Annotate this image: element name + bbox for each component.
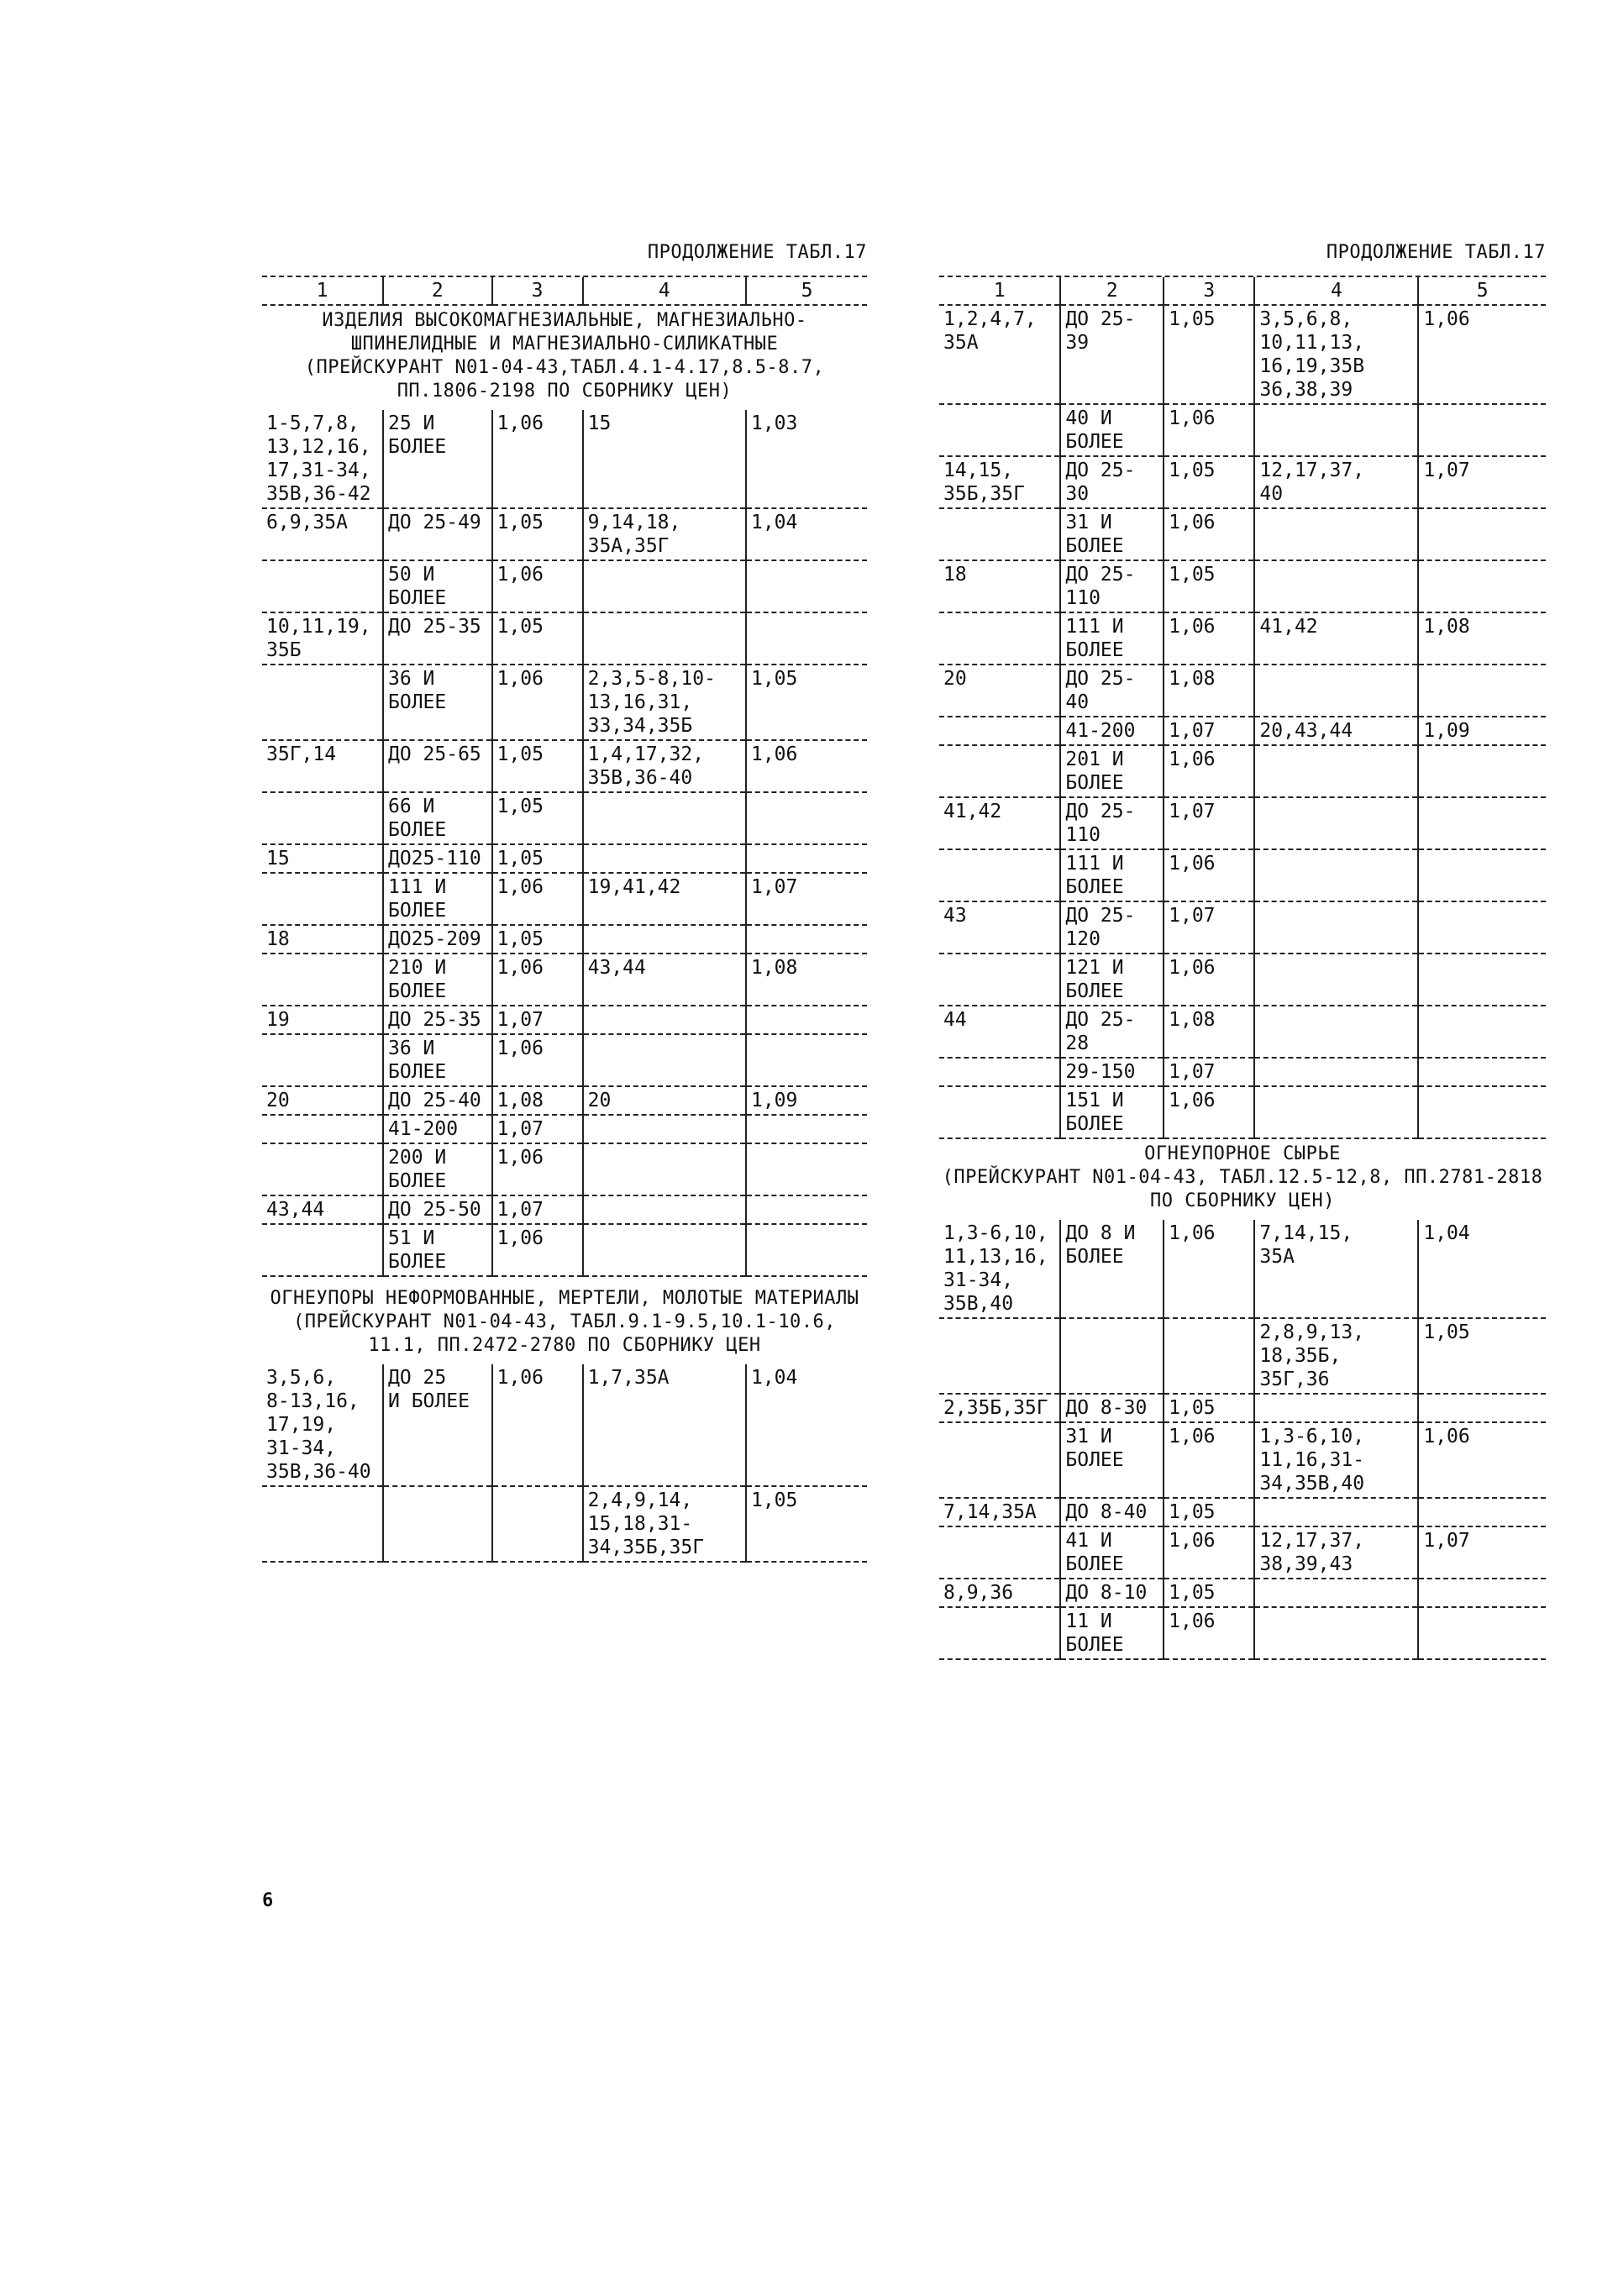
section-title: ОГНЕУПОРЫ НЕФОРМОВАННЫЕ, МЕРТЕЛИ, МОЛОТЫЕ МАТЕРИАЛЫ bbox=[270, 1288, 859, 1309]
table-cell-col-3: 1,08 bbox=[492, 1086, 583, 1115]
table-cell-col-1 bbox=[262, 792, 383, 844]
table-cell-col-4 bbox=[1254, 1498, 1418, 1526]
table-cell-col-3: 1,05 bbox=[1164, 1498, 1254, 1526]
table-row bbox=[939, 404, 1546, 456]
table-row bbox=[939, 560, 1546, 612]
table-cell-col-4 bbox=[1254, 404, 1418, 456]
table-cell-col-5 bbox=[746, 1195, 867, 1224]
table-row bbox=[262, 1224, 867, 1276]
table-cell-col-5 bbox=[746, 1115, 867, 1143]
table-cell-col-5 bbox=[1418, 508, 1546, 560]
table-cell-col-2: ДО25-110 bbox=[383, 844, 492, 873]
table-row bbox=[939, 901, 1546, 954]
table-cell-col-5: 1,04 bbox=[1418, 1220, 1546, 1318]
table-cell-col-2: ДО 25- 110 bbox=[1060, 797, 1164, 849]
table-cell-col-3: 1,05 bbox=[492, 844, 583, 873]
table-row bbox=[262, 740, 867, 792]
table-cell-col-3: 1,06 bbox=[492, 954, 583, 1006]
table-cell-col-5: 1,04 bbox=[746, 1364, 867, 1486]
section-heading bbox=[262, 1277, 867, 1364]
section-title: ОГНЕУПОРНОЕ СЫРЬЕ bbox=[1144, 1143, 1341, 1164]
table-cell-col-1: 41,42 bbox=[939, 797, 1060, 849]
table-cell-col-3: 1,06 bbox=[1164, 1086, 1254, 1138]
table-row bbox=[262, 1486, 867, 1562]
table-cell-col-2: ДО 25-65 bbox=[383, 740, 492, 792]
section-heading bbox=[262, 306, 867, 410]
table-row bbox=[939, 1579, 1546, 1607]
table-cell-col-2: ДО 8-30 bbox=[1060, 1394, 1164, 1422]
table-cell-col-3: 1,06 bbox=[1164, 1607, 1254, 1659]
table-cell-col-4: 1,7,35А bbox=[583, 1364, 746, 1486]
table-cell-col-5: 1,07 bbox=[1418, 1526, 1546, 1579]
table-cell-col-2: ДО 25-35 bbox=[383, 1006, 492, 1034]
table-row bbox=[262, 873, 867, 925]
table-cell-col-4 bbox=[1254, 797, 1418, 849]
table-cell-col-3: 1,05 bbox=[1164, 1394, 1254, 1422]
table-cell-col-1 bbox=[939, 849, 1060, 901]
table-cell-col-5 bbox=[746, 560, 867, 612]
table-cell-col-3: 1,06 bbox=[492, 1143, 583, 1195]
page-number: 6 bbox=[262, 1890, 274, 1911]
table-cell-col-3: 1,06 bbox=[1164, 1422, 1254, 1498]
section-heading bbox=[939, 1139, 1546, 1220]
table-cell-col-4 bbox=[1254, 1394, 1418, 1422]
table-cell-col-3: 1,06 bbox=[492, 1034, 583, 1086]
table-cell-col-2: 36 И БОЛЕЕ bbox=[383, 1034, 492, 1086]
table-cell-col-2: 111 И БОЛЕЕ bbox=[1060, 849, 1164, 901]
table-cell-col-4 bbox=[1254, 665, 1418, 717]
table-cell-col-2: ДО25-209 bbox=[383, 925, 492, 954]
table-cell-col-3: 1,07 bbox=[1164, 1058, 1254, 1086]
table-cell-col-1: 2,35Б,35Г bbox=[939, 1394, 1060, 1422]
table-cell-col-4 bbox=[1254, 849, 1418, 901]
table-cell-col-2: 40 И БОЛЕЕ bbox=[1060, 404, 1164, 456]
table-cell-col-4: 7,14,15, 35А bbox=[1254, 1220, 1418, 1318]
col-1-header: 1 bbox=[262, 277, 383, 305]
table-cell-col-5 bbox=[1418, 1607, 1546, 1659]
table-cell-col-3: 1,07 bbox=[492, 1115, 583, 1143]
table-cell-col-4: 20,43,44 bbox=[1254, 717, 1418, 745]
table-cell-col-1 bbox=[939, 508, 1060, 560]
table-cell-col-5 bbox=[1418, 1086, 1546, 1138]
table-cell-col-2: 11 И БОЛЕЕ bbox=[1060, 1607, 1164, 1659]
table-cell-col-1 bbox=[939, 1422, 1060, 1498]
table-cell-col-1: 20 bbox=[262, 1086, 383, 1115]
table-cell-col-1: 10,11,19, 35Б bbox=[262, 612, 383, 665]
table-row bbox=[262, 612, 867, 665]
table-cell-col-4: 20 bbox=[583, 1086, 746, 1115]
table-row bbox=[939, 1394, 1546, 1422]
table-row bbox=[262, 1086, 867, 1115]
table-cell-col-1 bbox=[262, 1486, 383, 1562]
table-cell-col-1 bbox=[262, 665, 383, 740]
section-reference: (ПРЕЙСКУРАНТ N01-04-43, ТАБЛ.9.1-9.5,10.1-10.6, 11.1, ПП.2472-2780 ПО СБОРНИКУ ЦЕН bbox=[292, 1311, 837, 1356]
table-row bbox=[939, 745, 1546, 797]
table-cell-col-3 bbox=[492, 1486, 583, 1562]
table-cell-col-5 bbox=[746, 1143, 867, 1195]
left-table-header bbox=[262, 277, 867, 306]
table-cell-col-4: 43,44 bbox=[583, 954, 746, 1006]
table-row bbox=[939, 849, 1546, 901]
col-1-header: 1 bbox=[939, 277, 1060, 305]
table-cell-col-3: 1,08 bbox=[1164, 1006, 1254, 1058]
table-cell-col-4 bbox=[583, 1195, 746, 1224]
table-cell-col-1 bbox=[262, 954, 383, 1006]
table-cell-col-5 bbox=[746, 844, 867, 873]
table-cell-col-2: 31 И БОЛЕЕ bbox=[1060, 1422, 1164, 1498]
table-cell-col-4 bbox=[583, 925, 746, 954]
table-cell-col-1 bbox=[939, 717, 1060, 745]
table-cell-col-2: 50 И БОЛЕЕ bbox=[383, 560, 492, 612]
table-row bbox=[262, 844, 867, 873]
table-cell-col-4 bbox=[1254, 901, 1418, 954]
table-cell-col-1 bbox=[939, 1086, 1060, 1138]
table-cell-col-5 bbox=[1418, 404, 1546, 456]
header-row bbox=[939, 277, 1546, 305]
table-cell-col-4 bbox=[583, 792, 746, 844]
table-cell-col-1 bbox=[939, 1526, 1060, 1579]
table-cell-col-4 bbox=[583, 1115, 746, 1143]
table-cell-col-1 bbox=[939, 954, 1060, 1006]
table-row bbox=[939, 954, 1546, 1006]
table-cell-col-4 bbox=[583, 1006, 746, 1034]
table-cell-col-4: 2,8,9,13, 18,35Б, 35Г,36 bbox=[1254, 1318, 1418, 1394]
table-cell-col-2: 111 И БОЛЕЕ bbox=[383, 873, 492, 925]
table-cell-col-5: 1,04 bbox=[746, 508, 867, 560]
table-cell-col-1: 44 bbox=[939, 1006, 1060, 1058]
continuation-label: ПРОДОЛЖЕНИЕ ТАБЛ.17 bbox=[1326, 242, 1546, 263]
table-cell-col-5 bbox=[746, 1224, 867, 1276]
table-cell-col-2: 151 И БОЛЕЕ bbox=[1060, 1086, 1164, 1138]
table-cell-col-2: 111 И БОЛЕЕ bbox=[1060, 612, 1164, 665]
col-5-header: 5 bbox=[746, 277, 867, 305]
table-cell-col-2: 29-150 bbox=[1060, 1058, 1164, 1086]
table-cell-col-5: 1,06 bbox=[1418, 306, 1546, 404]
table-cell-col-2 bbox=[1060, 1318, 1164, 1394]
table-cell-col-4 bbox=[1254, 1607, 1418, 1659]
table-cell-col-2: ДО 25- 120 bbox=[1060, 901, 1164, 954]
table-cell-col-2: ДО 25-40 bbox=[1060, 665, 1164, 717]
table-row bbox=[939, 612, 1546, 665]
table-cell-col-4 bbox=[583, 1034, 746, 1086]
table-cell-col-2: ДО 25- 110 bbox=[1060, 560, 1164, 612]
table-cell-col-3: 1,05 bbox=[492, 925, 583, 954]
section-title: ИЗДЕЛИЯ ВЫСОКОМАГНЕЗИАЛЬНЫЕ, МАГНЕЗИАЛЬНО-ШПИНЕЛИДНЫЕ И МАГНЕЗИАЛЬНО-СИЛИКАТНЫЕ bbox=[322, 310, 807, 355]
table-cell-col-1 bbox=[939, 745, 1060, 797]
table-cell-col-5 bbox=[1418, 1058, 1546, 1086]
table-cell-col-2: ДО 8 И БОЛЕЕ bbox=[1060, 1220, 1164, 1318]
table-row bbox=[939, 1086, 1546, 1138]
table-row bbox=[939, 665, 1546, 717]
table-cell-col-4: 41,42 bbox=[1254, 612, 1418, 665]
table-cell-col-3: 1,06 bbox=[1164, 404, 1254, 456]
table-cell-col-4 bbox=[583, 560, 746, 612]
table-cell-col-2: 121 И БОЛЕЕ bbox=[1060, 954, 1164, 1006]
table-cell-col-2 bbox=[383, 1486, 492, 1562]
table-cell-col-3: 1,07 bbox=[1164, 901, 1254, 954]
right-table-section-1 bbox=[939, 306, 1546, 1139]
right-table-section-2 bbox=[939, 1220, 1546, 1660]
table-cell-col-3: 1,06 bbox=[492, 410, 583, 508]
table-cell-col-5 bbox=[746, 612, 867, 665]
col-2-header: 2 bbox=[1060, 277, 1164, 305]
table-cell-col-5: 1,08 bbox=[746, 954, 867, 1006]
table-cell-col-1 bbox=[939, 612, 1060, 665]
table-cell-col-4 bbox=[583, 1224, 746, 1276]
table-cell-col-5 bbox=[1418, 1394, 1546, 1422]
table-cell-col-4: 2,3,5-8,10- 13,16,31, 33,34,35Б bbox=[583, 665, 746, 740]
table-cell-col-1: 43,44 bbox=[262, 1195, 383, 1224]
table-cell-col-4 bbox=[1254, 1086, 1418, 1138]
table-cell-col-5 bbox=[746, 1006, 867, 1034]
section-reference: (ПРЕЙСКУРАНТ N01-04-43, ТАБЛ.12.5-12,8, ПП.2781-2818 ПО СБОРНИКУ ЦЕН) bbox=[942, 1167, 1543, 1211]
table-row bbox=[262, 1143, 867, 1195]
table-cell-col-2: 201 И БОЛЕЕ bbox=[1060, 745, 1164, 797]
col-4-header: 4 bbox=[583, 277, 746, 305]
table-row bbox=[262, 925, 867, 954]
table-cell-col-5 bbox=[746, 1034, 867, 1086]
table-cell-col-1 bbox=[262, 560, 383, 612]
table-cell-col-4: 3,5,6,8, 10,11,13, 16,19,35В 36,38,39 bbox=[1254, 306, 1418, 404]
table-cell-col-2: 41 И БОЛЕЕ bbox=[1060, 1526, 1164, 1579]
table-cell-col-5: 1,07 bbox=[1418, 456, 1546, 508]
table-cell-col-2: ДО 25-28 bbox=[1060, 1006, 1164, 1058]
table-row bbox=[262, 1115, 867, 1143]
table-cell-col-5 bbox=[1418, 665, 1546, 717]
table-cell-col-3 bbox=[1164, 1318, 1254, 1394]
table-cell-col-3: 1,06 bbox=[1164, 954, 1254, 1006]
table-cell-col-5 bbox=[1418, 1498, 1546, 1526]
table-cell-col-1 bbox=[262, 873, 383, 925]
right-table-header bbox=[939, 277, 1546, 306]
table-cell-col-4: 15 bbox=[583, 410, 746, 508]
table-cell-col-1: 3,5,6, 8-13,16, 17,19, 31-34, 35В,36-40 bbox=[262, 1364, 383, 1486]
table-cell-col-1 bbox=[262, 1115, 383, 1143]
table-cell-col-1 bbox=[262, 1034, 383, 1086]
table-cell-col-2: 36 И БОЛЕЕ bbox=[383, 665, 492, 740]
col-5-header: 5 bbox=[1418, 277, 1546, 305]
table-row bbox=[939, 1058, 1546, 1086]
table-cell-col-4 bbox=[1254, 1058, 1418, 1086]
table-cell-col-5: 1,05 bbox=[746, 665, 867, 740]
table-cell-col-3: 1,05 bbox=[1164, 306, 1254, 404]
table-row bbox=[939, 1422, 1546, 1498]
table-cell-col-2: ДО 25-50 bbox=[383, 1195, 492, 1224]
table-cell-col-3: 1,07 bbox=[1164, 797, 1254, 849]
table-row bbox=[939, 1220, 1546, 1318]
table-cell-col-1 bbox=[939, 1318, 1060, 1394]
table-cell-col-2: 200 И БОЛЕЕ bbox=[383, 1143, 492, 1195]
right-column bbox=[939, 242, 1546, 1660]
table-cell-col-1: 6,9,35А bbox=[262, 508, 383, 560]
table-cell-col-3: 1,06 bbox=[1164, 745, 1254, 797]
table-row bbox=[262, 954, 867, 1006]
table-row bbox=[262, 1364, 867, 1486]
left-column bbox=[262, 242, 867, 1563]
table-cell-col-1: 18 bbox=[262, 925, 383, 954]
continuation-label: ПРОДОЛЖЕНИЕ ТАБЛ.17 bbox=[647, 242, 867, 263]
table-cell-col-3: 1,06 bbox=[492, 873, 583, 925]
table-row bbox=[262, 1195, 867, 1224]
table-cell-col-3: 1,05 bbox=[492, 792, 583, 844]
table-cell-col-2: 41-200 bbox=[1060, 717, 1164, 745]
table-cell-col-3: 1,06 bbox=[1164, 612, 1254, 665]
left-table-section-1 bbox=[262, 410, 867, 1277]
table-cell-col-5 bbox=[1418, 1579, 1546, 1607]
table-cell-col-4: 12,17,37, 40 bbox=[1254, 456, 1418, 508]
table-cell-col-5: 1,05 bbox=[1418, 1318, 1546, 1394]
table-cell-col-4 bbox=[1254, 1006, 1418, 1058]
table-row bbox=[939, 456, 1546, 508]
table-cell-col-3: 1,06 bbox=[492, 1224, 583, 1276]
table-cell-col-3: 1,05 bbox=[492, 508, 583, 560]
table-cell-col-4 bbox=[583, 612, 746, 665]
table-cell-col-1 bbox=[939, 1607, 1060, 1659]
table-row bbox=[262, 792, 867, 844]
table-row bbox=[262, 508, 867, 560]
table-cell-col-5 bbox=[1418, 901, 1546, 954]
table-cell-col-4 bbox=[583, 1143, 746, 1195]
table-row bbox=[939, 1006, 1546, 1058]
table-cell-col-3: 1,07 bbox=[492, 1006, 583, 1034]
table-row bbox=[262, 1034, 867, 1086]
col-3-header: 3 bbox=[492, 277, 583, 305]
table-cell-col-1 bbox=[262, 1224, 383, 1276]
table-cell-col-2: 210 И БОЛЕЕ bbox=[383, 954, 492, 1006]
table-row bbox=[262, 560, 867, 612]
table-row bbox=[939, 1607, 1546, 1659]
table-cell-col-3: 1,05 bbox=[492, 740, 583, 792]
table-cell-col-2: 25 И БОЛЕЕ bbox=[383, 410, 492, 508]
table-cell-col-5: 1,08 bbox=[1418, 612, 1546, 665]
table-cell-col-1: 1,2,4,7, 35А bbox=[939, 306, 1060, 404]
left-table-section-2 bbox=[262, 1364, 867, 1563]
table-cell-col-4: 19,41,42 bbox=[583, 873, 746, 925]
table-cell-col-2: ДО 8-40 bbox=[1060, 1498, 1164, 1526]
table-cell-col-1: 19 bbox=[262, 1006, 383, 1034]
table-cell-col-1: 15 bbox=[262, 844, 383, 873]
table-cell-col-2: ДО 25-30 bbox=[1060, 456, 1164, 508]
table-cell-col-3: 1,05 bbox=[1164, 560, 1254, 612]
table-row bbox=[939, 1318, 1546, 1394]
table-cell-col-2: ДО 25-39 bbox=[1060, 306, 1164, 404]
table-cell-col-4 bbox=[1254, 508, 1418, 560]
table-cell-col-5: 1,05 bbox=[746, 1486, 867, 1562]
table-cell-col-3: 1,06 bbox=[492, 665, 583, 740]
table-cell-col-4 bbox=[1254, 745, 1418, 797]
table-cell-col-5: 1,06 bbox=[1418, 1422, 1546, 1498]
table-cell-col-3: 1,06 bbox=[1164, 1220, 1254, 1318]
table-cell-col-3: 1,06 bbox=[492, 560, 583, 612]
table-cell-col-5: 1,09 bbox=[1418, 717, 1546, 745]
table-cell-col-5 bbox=[1418, 797, 1546, 849]
table-cell-col-1 bbox=[262, 1143, 383, 1195]
table-cell-col-1: 1,3-6,10, 11,13,16, 31-34, 35В,40 bbox=[939, 1220, 1060, 1318]
table-cell-col-2: 31 И БОЛЕЕ bbox=[1060, 508, 1164, 560]
table-cell-col-3: 1,05 bbox=[1164, 456, 1254, 508]
table-cell-col-2: ДО 8-10 bbox=[1060, 1579, 1164, 1607]
table-cell-col-3: 1,05 bbox=[492, 612, 583, 665]
table-cell-col-5: 1,06 bbox=[746, 740, 867, 792]
table-cell-col-1: 18 bbox=[939, 560, 1060, 612]
table-cell-col-1: 8,9,36 bbox=[939, 1579, 1060, 1607]
col-2-header: 2 bbox=[383, 277, 492, 305]
table-row bbox=[262, 1006, 867, 1034]
table-cell-col-5: 1,07 bbox=[746, 873, 867, 925]
table-row bbox=[939, 508, 1546, 560]
table-cell-col-5: 1,03 bbox=[746, 410, 867, 508]
table-row bbox=[939, 306, 1546, 404]
table-row bbox=[939, 717, 1546, 745]
table-row bbox=[939, 1526, 1546, 1579]
section-reference: (ПРЕЙСКУРАНТ N01-04-43,ТАБЛ.4.1-4.17,8.5-8.7, ПП.1806-2198 ПО СБОРНИКУ ЦЕН) bbox=[304, 357, 825, 402]
table-cell-col-4: 12,17,37, 38,39,43 bbox=[1254, 1526, 1418, 1579]
table-cell-col-2: ДО 25-35 bbox=[383, 612, 492, 665]
table-cell-col-5 bbox=[1418, 1006, 1546, 1058]
table-row bbox=[939, 797, 1546, 849]
table-cell-col-3: 1,07 bbox=[492, 1195, 583, 1224]
table-cell-col-5 bbox=[1418, 954, 1546, 1006]
table-cell-col-1 bbox=[939, 1058, 1060, 1086]
table-cell-col-3: 1,05 bbox=[1164, 1579, 1254, 1607]
table-cell-col-4 bbox=[1254, 954, 1418, 1006]
table-cell-col-5 bbox=[746, 792, 867, 844]
table-cell-col-4 bbox=[1254, 560, 1418, 612]
table-cell-col-1: 14,15, 35Б,35Г bbox=[939, 456, 1060, 508]
table-cell-col-5: 1,09 bbox=[746, 1086, 867, 1115]
table-cell-col-2: ДО 25-40 bbox=[383, 1086, 492, 1115]
table-row bbox=[939, 1498, 1546, 1526]
table-cell-col-4: 2,4,9,14, 15,18,31- 34,35Б,35Г bbox=[583, 1486, 746, 1562]
table-cell-col-5 bbox=[1418, 849, 1546, 901]
table-cell-col-3: 1,06 bbox=[1164, 1526, 1254, 1579]
table-cell-col-5 bbox=[1418, 745, 1546, 797]
table-cell-col-3: 1,07 bbox=[1164, 717, 1254, 745]
table-cell-col-1: 43 bbox=[939, 901, 1060, 954]
table-cell-col-5 bbox=[1418, 560, 1546, 612]
table-cell-col-3: 1,06 bbox=[1164, 849, 1254, 901]
col-3-header: 3 bbox=[1164, 277, 1254, 305]
header-row bbox=[262, 277, 867, 305]
table-cell-col-3: 1,06 bbox=[1164, 508, 1254, 560]
table-row bbox=[262, 665, 867, 740]
table-cell-col-1: 1-5,7,8, 13,12,16, 17,31-34, 35В,36-42 bbox=[262, 410, 383, 508]
table-cell-col-2: 51 И БОЛЕЕ bbox=[383, 1224, 492, 1276]
table-cell-col-1: 35Г,14 bbox=[262, 740, 383, 792]
table-cell-col-2: 41-200 bbox=[383, 1115, 492, 1143]
table-cell-col-2: ДО 25-49 bbox=[383, 508, 492, 560]
table-cell-col-4 bbox=[583, 844, 746, 873]
table-cell-col-4: 1,3-6,10, 11,16,31- 34,35В,40 bbox=[1254, 1422, 1418, 1498]
table-cell-col-2: ДО 25 И БОЛЕЕ bbox=[383, 1364, 492, 1486]
table-cell-col-4: 9,14,18, 35А,35Г bbox=[583, 508, 746, 560]
table-cell-col-4: 1,4,17,32, 35В,36-40 bbox=[583, 740, 746, 792]
table-cell-col-3: 1,06 bbox=[492, 1364, 583, 1486]
col-4-header: 4 bbox=[1254, 277, 1418, 305]
table-cell-col-2: 66 И БОЛЕЕ bbox=[383, 792, 492, 844]
table-row bbox=[262, 410, 867, 508]
table-cell-col-1: 7,14,35А bbox=[939, 1498, 1060, 1526]
table-cell-col-3: 1,08 bbox=[1164, 665, 1254, 717]
table-cell-col-5 bbox=[746, 925, 867, 954]
table-cell-col-4 bbox=[1254, 1579, 1418, 1607]
table-cell-col-1 bbox=[939, 404, 1060, 456]
table-cell-col-1: 20 bbox=[939, 665, 1060, 717]
